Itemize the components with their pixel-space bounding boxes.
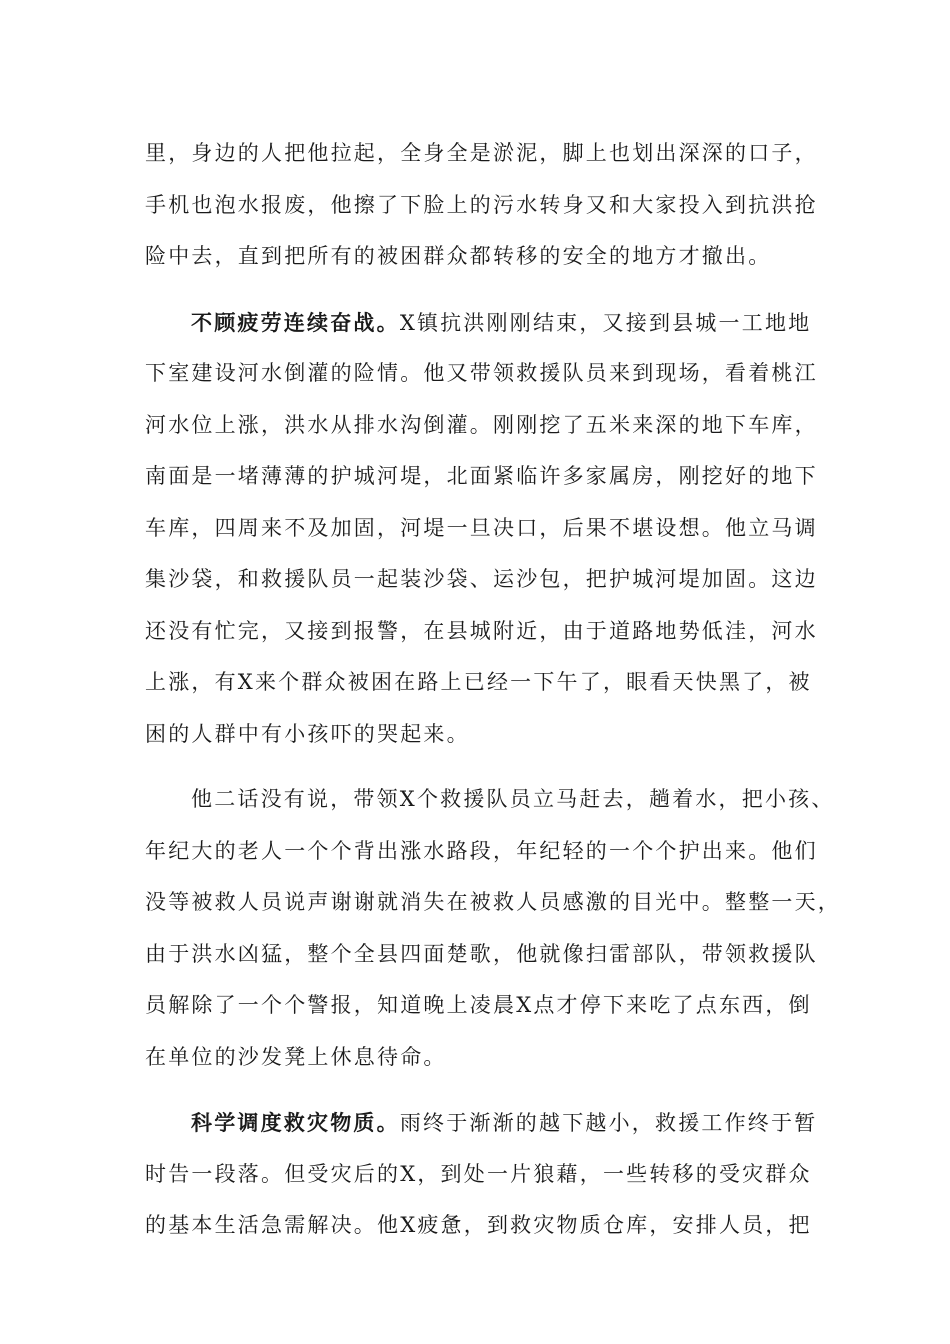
paragraph-line: 的基本生活急需解决。他X疲惫，到救灾物质仓库，安排人员，把 xyxy=(145,1213,812,1237)
paragraph-line: 由于洪水凶猛，整个全县四面楚歌，他就像扫雷部队，带领救援队 xyxy=(145,941,818,966)
paragraph-first-line xyxy=(145,1097,818,1149)
paragraph-line: 没等被救人员说声谢谢就消失在被救人员感激的目光中。整整一天， xyxy=(145,890,841,914)
paragraph-line: 困的人群中有小孩吓的哭起来。 xyxy=(145,721,470,746)
paragraph-line: 时告一段落。但受灾后的X，到处一片狼藉，一些转移的受灾群众 xyxy=(145,1161,812,1186)
paragraph-line: 南面是一堵薄薄的护城河堤，北面紧临许多家属房，刚挖好的地下 xyxy=(145,464,818,488)
paragraph-line: 集沙袋，和救援队员一起装沙袋、运沙包，把护城河堤加固。这边 xyxy=(145,567,818,591)
paragraph-line: 手机也泡水报废，他擦了下脸上的污水转身又和大家投入到抗洪抢 xyxy=(145,192,818,217)
paragraph-1 xyxy=(145,128,818,283)
paragraph-text: X镇抗洪刚刚结束，又接到县城一工地地 xyxy=(399,310,812,335)
paragraph-line: 河水位上涨，洪水从排水沟倒灌。刚刚挖了五米来深的地下车库， xyxy=(145,412,818,437)
paragraph-line: 险中去，直到把所有的被困群众都转移的安全的地方才撤出。 xyxy=(145,244,772,268)
section-heading: 不顾疲劳连续奋战。 xyxy=(191,309,400,335)
paragraph-first-line: 他二话没有说，带领X个救援队员立马赶去，趟着水，把小孩、 xyxy=(191,787,835,811)
paragraph-line: 年纪大的老人一个个背出涨水路段，年纪轻的一个个护出来。他们 xyxy=(145,838,818,863)
paragraph-2 xyxy=(145,297,818,761)
paragraph-line: 上涨，有X来个群众被困在路上已经一下午了，眼看天快黑了，被 xyxy=(145,670,812,694)
paragraph-line: 下室建设河水倒灌的险情。他又带领救援队员来到现场，看着桃江 xyxy=(145,361,818,385)
section-heading: 科学调度救灾物质。 xyxy=(191,1110,400,1135)
paragraph-line: 还没有忙完，又接到报警，在县城附近，由于道路地势低洼，河水 xyxy=(145,618,818,643)
paragraph-line: 员解除了一个个警报，知道晚上凌晨X点才停下来吃了点东西，倒 xyxy=(145,993,812,1017)
paragraph-text: 雨终于渐渐的越下越小，救援工作终于暂 xyxy=(399,1111,818,1135)
paragraph-line: 里，身边的人把他拉起，全身全是淤泥，脚上也划出深深的口子， xyxy=(145,141,818,165)
paragraph-line: 在单位的沙发凳上休息待命。 xyxy=(145,1044,447,1069)
paragraph-4 xyxy=(145,1097,818,1252)
document-body xyxy=(145,128,841,1252)
paragraph-first-line xyxy=(145,297,812,349)
paragraph-3 xyxy=(145,774,841,1083)
paragraph-line: 车库，四周来不及加固，河堤一旦决口，后果不堪设想。他立马调 xyxy=(145,515,818,540)
